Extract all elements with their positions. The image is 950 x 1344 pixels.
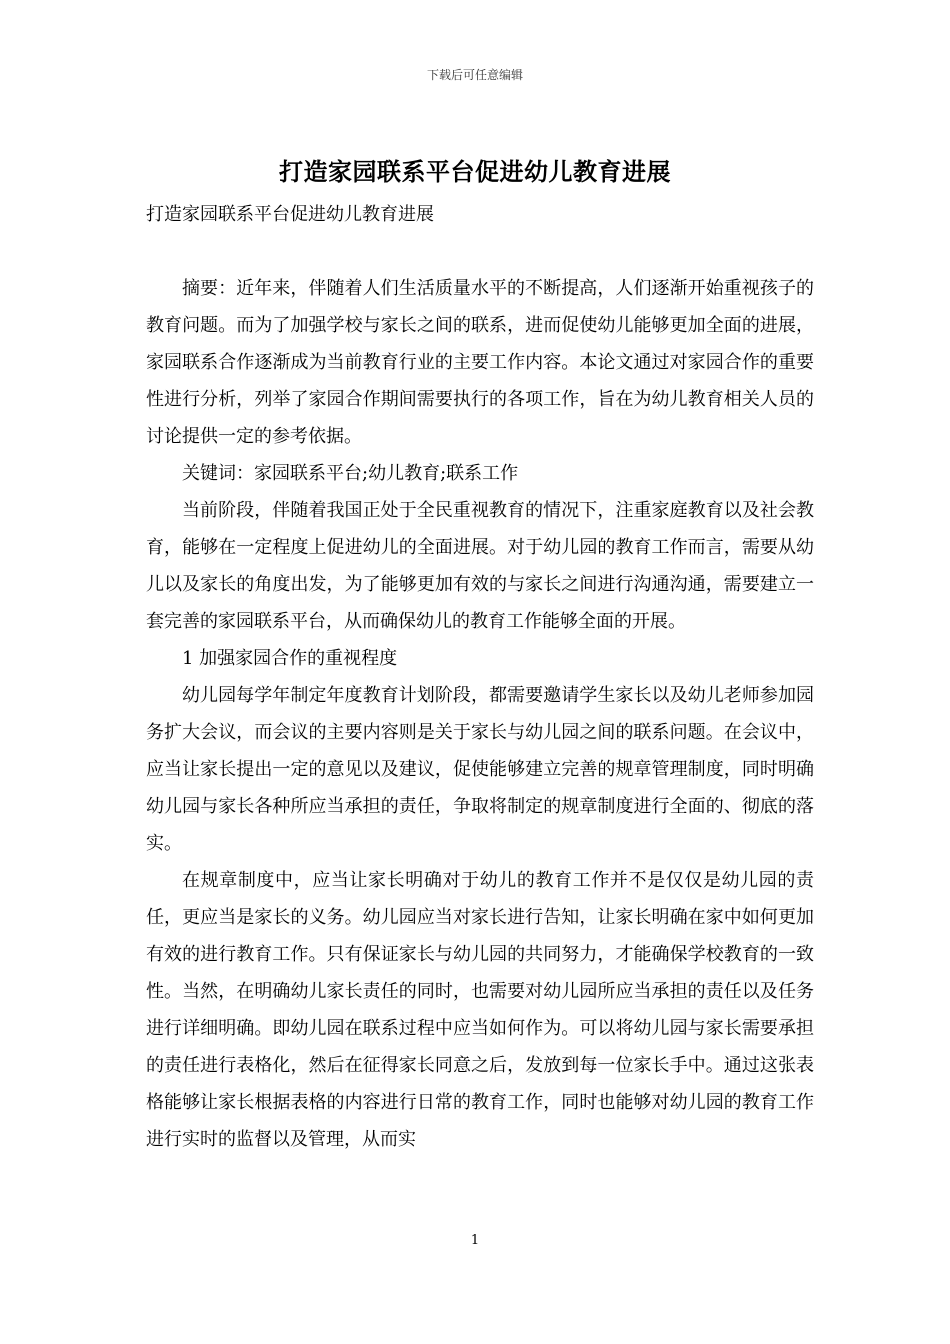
page-title: 打造家园联系平台促进幼儿教育进展 <box>279 158 671 186</box>
document-body <box>146 196 814 1158</box>
section-heading: 1 加强家园合作的重视程度 <box>182 648 398 669</box>
section-paragraph: 幼儿园每学年制定年度教育计划阶段，都需要邀请学生家长以及幼儿老师参加园务扩大会议，而会议的主要内容则是关于家长与幼儿园之间的联系问题。在会议中，应当让家长提出一定的意见以及建议，促使能够建立完善的规章管理制度，同时明确幼儿园与家长各种所应当承担的责任，争取将制定的规章制度进行全面的、彻底的落实。 <box>146 685 814 854</box>
header-note: 下载后可任意编辑 <box>426 68 523 82</box>
abstract-paragraph: 摘要：近年来，伴随着人们生活质量水平的不断提高，人们逐渐开始重视孩子的教育问题。而为了加强学校与家长之间的联系，进而促使幼儿能够更加全面的进展，家园联系合作逐渐成为当前教育行业的主要工作内容。本论文通过对家园合作的重要性进行分析，列举了家园合作期间需要执行的各项工作，旨在为幼儿教育相关人员的讨论提供一定的参考依据。 <box>146 278 814 447</box>
intro-paragraph: 当前阶段，伴随着我国正处于全民重视教育的情况下，注重家庭教育以及社会教育，能够在一定程度上促进幼儿的全面进展。对于幼儿园的教育工作而言，需要从幼儿以及家长的角度出发，为了能够更加有效的与家长之间进行沟通沟通，需要建立一套完善的家园联系平台，从而确保幼儿的教育工作能够全面的开展。 <box>146 500 814 632</box>
section-paragraph: 在规章制度中，应当让家长明确对于幼儿的教育工作并不是仅仅是幼儿园的责任，更应当是家长的义务。幼儿园应当对家长进行告知，让家长明确在家中如何更加有效的进行教育工作。只有保证家长与幼儿园的共同努力，才能确保学校教育的一致性。当然，在明确幼儿家长责任的同时，也需要对幼儿园所应当承担的责任以及任务进行详细明确。即幼儿园在联系过程中应当如何作为。可以将幼儿园与家长需要承担的责任进行表格化，然后在征得家长同意之后，发放到每一位家长手中。通过这张表格能够让家长根据表格的内容进行日常的教育工作，同时也能够对幼儿园的教育工作进行实时的监督以及管理，从而实 <box>146 870 814 1150</box>
keywords-line: 关键词：家园联系平台;幼儿教育;联系工作 <box>182 463 519 484</box>
subtitle: 打造家园联系平台促进幼儿教育进展 <box>146 204 434 225</box>
page-number: 1 <box>470 1233 480 1248</box>
